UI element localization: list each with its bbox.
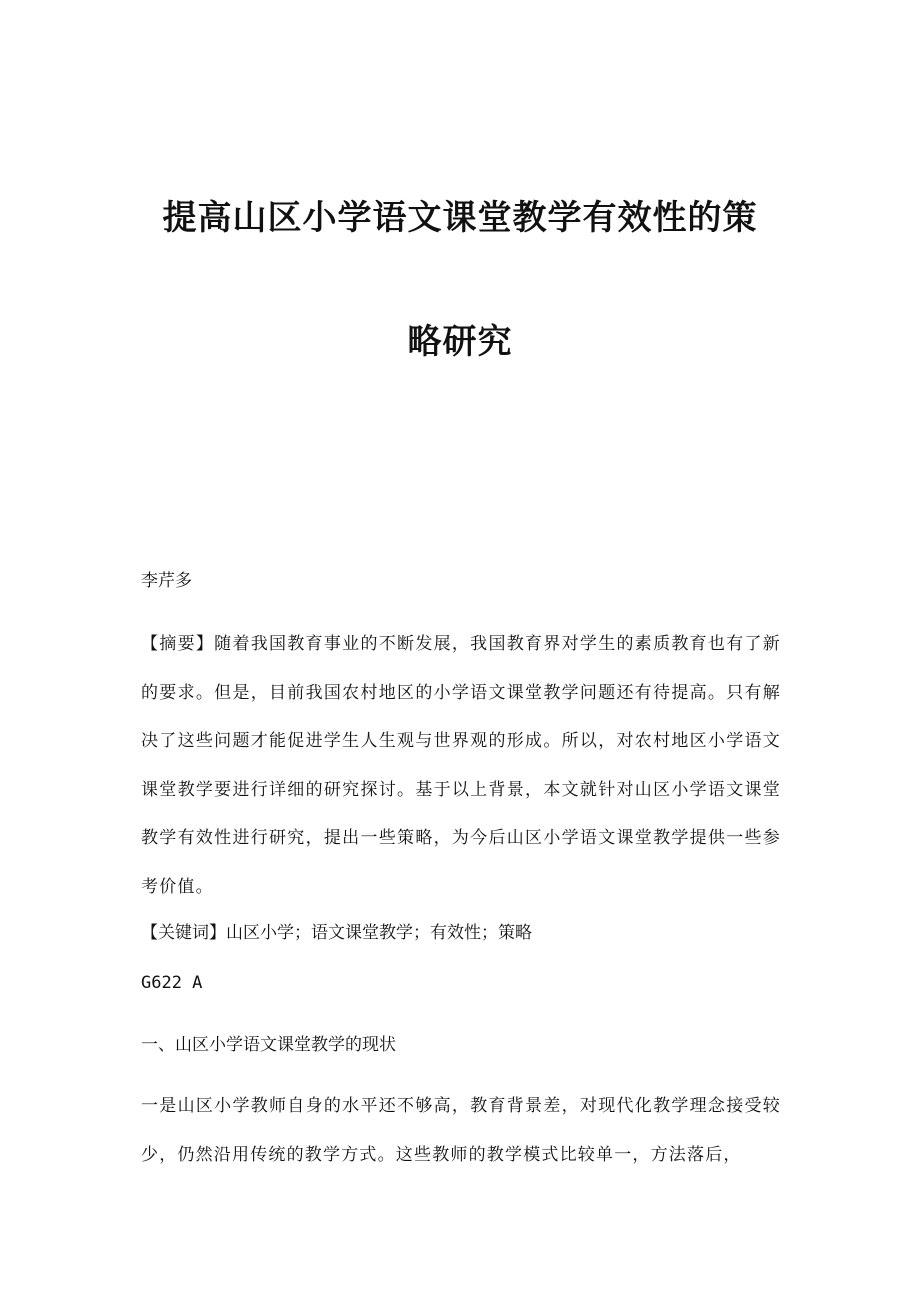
document-title-line-1: 提高山区小学语文课堂教学有效性的策 <box>162 198 758 238</box>
keywords-line: 【关键词】山区小学；语文课堂教学；有效性；策略 <box>141 923 532 943</box>
classification-code: G622 A <box>141 973 203 993</box>
document-title-line-2: 略研究 <box>407 322 513 362</box>
author-name: 李芹多 <box>141 571 192 591</box>
abstract-paragraph: 【摘要】随着我国教育事业的不断发展，我国教育界对学生的素质教育也有了新的要求。但是，目前我国农村地区的小学语文课堂教学问题还有待提高。只有解决了这些问题才能促进学生人生观与世界观的形成。所以，对农村地区小学语文课堂教学要进行详细的研究探讨。基于以上背景，本文就针对山区小学语文课堂教学有效性进行研究，提出一些策略，为今后山区小学语文课堂教学提供一些参考价值。 <box>141 634 781 897</box>
body-paragraph: 一是山区小学教师自身的水平还不够高，教育背景差，对现代化教学理念接受较少，仍然沿用传统的教学方式。这些教师的教学模式比较单一，方法落后， <box>141 1096 781 1165</box>
section-heading: 一、山区小学语文课堂教学的现状 <box>141 1035 396 1055</box>
